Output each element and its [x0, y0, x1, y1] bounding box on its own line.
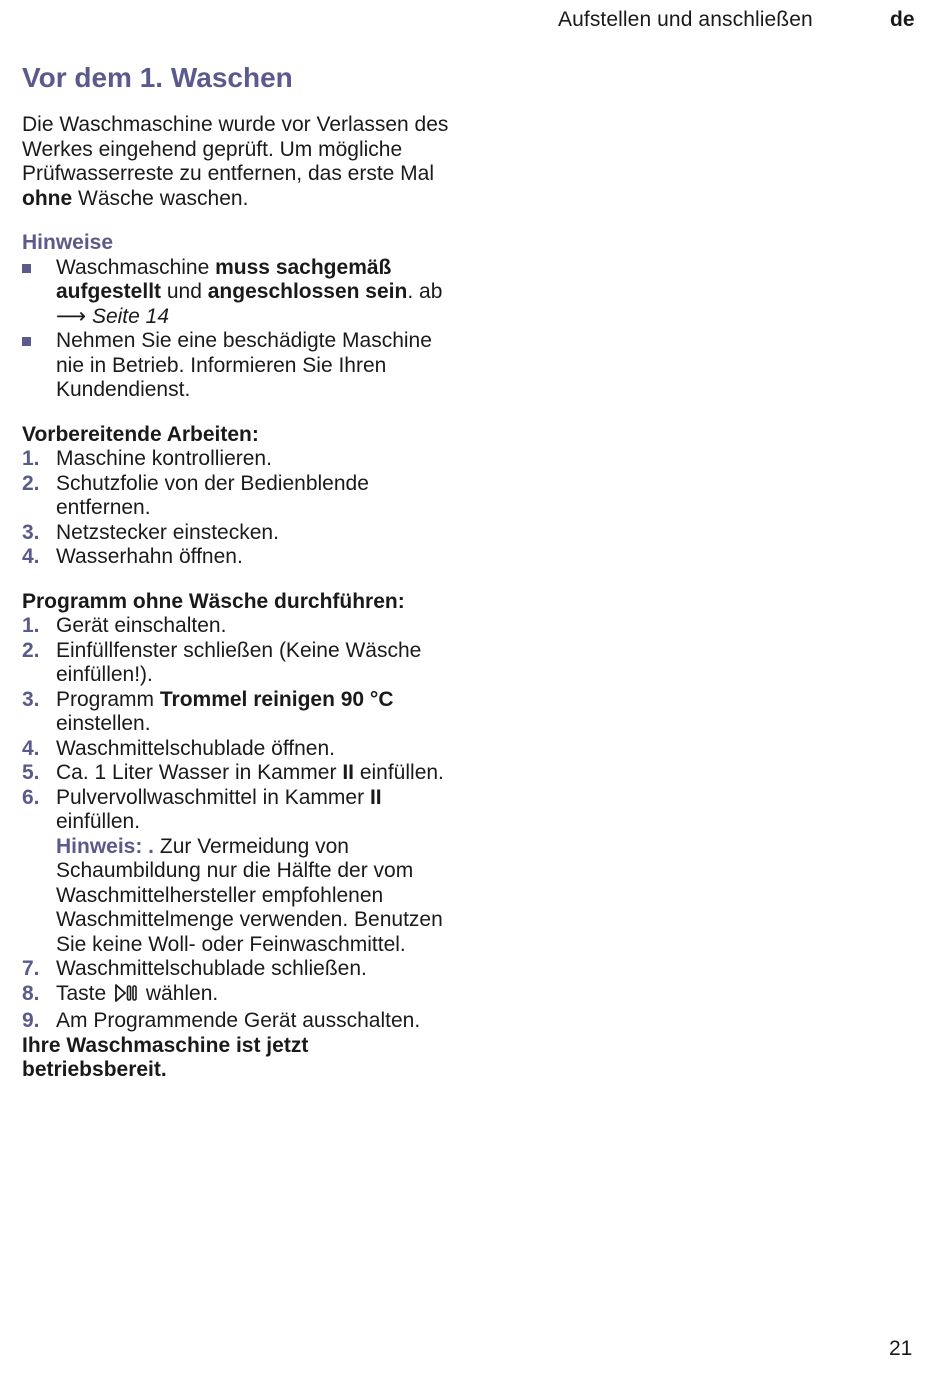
step-item: [22, 761, 452, 786]
step-item: [22, 614, 452, 639]
step-text: einfüllen.: [353, 761, 444, 784]
step-number: 4.: [22, 736, 40, 760]
step-item: [22, 472, 452, 521]
notes-item: [22, 256, 452, 330]
step-number: 2.: [22, 638, 40, 662]
intro-paragraph: [22, 113, 452, 211]
step-item: [22, 737, 452, 762]
note-label: Hinweis: .: [56, 834, 155, 858]
program-heading: Programm ohne Wäsche durchführen:: [22, 589, 405, 613]
chamber-label: II: [342, 761, 354, 784]
closing-statement: Ihre Waschmaschine ist jetzt betriebsbereit.: [22, 1033, 309, 1081]
running-header-section: Aufstellen und anschließen: [558, 8, 813, 31]
step-item: [22, 957, 452, 982]
bullet-square-icon: [22, 337, 31, 346]
play-pause-icon: [114, 983, 138, 1010]
step-text: Ca. 1 Liter Wasser in Kammer: [56, 761, 343, 784]
step-item: [22, 639, 452, 688]
program-steps: [22, 614, 452, 835]
note-bold: angeschlossen sein: [207, 280, 408, 303]
intro-text-end: Wäsche waschen.: [72, 186, 249, 210]
program-name: Trommel reinigen 90 °C: [159, 687, 394, 711]
step-item: [22, 447, 452, 472]
page-reference-link[interactable]: Seite 14: [91, 304, 170, 328]
main-content: [22, 60, 452, 1083]
step-number: 1.: [22, 614, 40, 637]
note-text: . ab: [407, 280, 443, 303]
step-number: 3.: [22, 520, 40, 544]
step-item: [22, 1009, 452, 1034]
step-text: Einfüllfenster schließen (Keine Wäsche einfüllen!).: [56, 638, 422, 686]
step-number: 4.: [22, 545, 40, 568]
step-text: Taste: [56, 981, 113, 1005]
step-item: [22, 521, 452, 546]
step-item: [22, 786, 452, 835]
step-text: Waschmittelschublade öffnen.: [56, 736, 335, 760]
notes-list: [22, 256, 452, 403]
intro-bold: ohne: [22, 186, 73, 210]
step-text: wählen.: [140, 981, 219, 1005]
page-number: 21: [889, 1337, 913, 1360]
step-text: Waschmittelschublade schließen.: [56, 957, 367, 980]
notes-heading: Hinweise: [22, 231, 114, 254]
step-text: Gerät einschalten.: [56, 614, 227, 637]
step-number: 7.: [22, 957, 40, 980]
step-number: 5.: [22, 761, 40, 784]
step-text: einfüllen.: [56, 810, 141, 833]
arrow-right-icon: ⟶: [56, 304, 87, 328]
note-bold: muss sachgemäß aufgestellt: [56, 255, 392, 303]
notes-item: [22, 329, 452, 403]
step-number: 9.: [22, 1009, 40, 1032]
preparation-heading: Vorbereitende Arbeiten:: [22, 422, 259, 446]
step-number: 1.: [22, 447, 40, 470]
step-text: Schutzfolie von der Bedienblende entfernen.: [56, 471, 369, 519]
bullet-square-icon: [22, 264, 31, 273]
step-text: einstellen.: [56, 712, 151, 735]
running-header-language: de: [890, 8, 915, 31]
step-text: Programm: [56, 687, 160, 711]
step-text: Maschine kontrollieren.: [56, 447, 272, 470]
step-text: Pulvervollwaschmittel in Kammer: [56, 785, 370, 809]
step-number: 8.: [22, 981, 40, 1005]
program-steps-continued: [22, 957, 452, 1034]
step-number: 2.: [22, 471, 40, 495]
step-text: Am Programmende Gerät ausschalten.: [56, 1009, 421, 1032]
step-item: [22, 545, 452, 570]
intro-text: Die Waschmaschine wurde vor Verlassen des Werkes eingehend geprüft. Um mögliche Prüfwasserreste zu entfernen, das erste Mal: [22, 113, 449, 185]
step-item: [22, 982, 452, 1010]
page-title: Vor dem 1. Waschen: [22, 62, 293, 93]
step-item: [22, 688, 452, 737]
step-note: [22, 835, 452, 958]
step-number: 6.: [22, 785, 40, 809]
note-text: Waschmaschine: [56, 255, 216, 279]
step-text: Wasserhahn öffnen.: [56, 545, 243, 568]
note-text: und: [161, 280, 208, 303]
note-text: Nehmen Sie eine beschädigte Maschine nie in Betrieb. Informieren Sie Ihren Kundendienst.: [56, 329, 432, 401]
step-number: 3.: [22, 687, 40, 711]
note-text: Zur Vermeidung von Schaumbildung nur die Hälfte der vom Waschmittelhersteller empfohlenen Waschmittelmenge verwenden. Benutzen Sie keine Woll- oder Feinwaschmittel.: [56, 834, 443, 956]
chamber-label: II: [369, 785, 382, 809]
preparation-steps: [22, 447, 452, 570]
step-text: Netzstecker einstecken.: [56, 520, 279, 544]
